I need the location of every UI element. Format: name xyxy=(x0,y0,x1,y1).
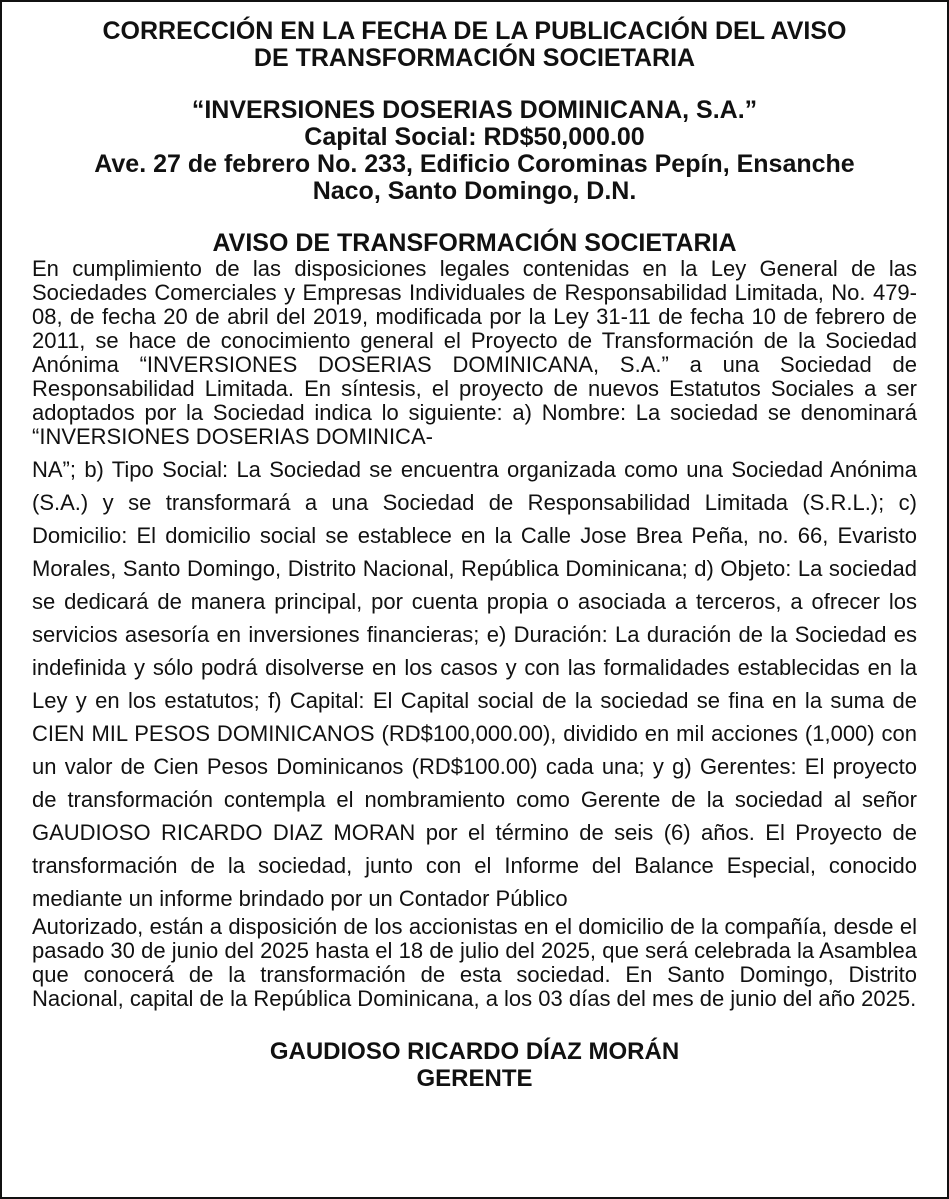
spacer xyxy=(32,205,917,230)
company-capital: Capital Social: RD$50,000.00 xyxy=(304,123,645,151)
notice-heading: AVISO DE TRANSFORMACIÓN SOCIETARIA xyxy=(212,229,737,257)
company-address-line-2: Naco, Santo Domingo, D.N. xyxy=(312,177,637,205)
correction-title-line-2: DE TRANSFORMACIÓN SOCIETARIA xyxy=(253,44,696,72)
spacer xyxy=(32,72,917,97)
company-address-line-1: Ave. 27 de febrero No. 233, Edificio Corominas Pepín, Ensanche xyxy=(94,150,855,178)
spacer xyxy=(32,1011,917,1038)
notice-paragraph-part-1: En cumplimiento de las disposiciones legales contenidas en la Ley General de las Sociedades Comerciales y Empresas Individuales de Responsabilidad Limitada, No. 479-08, de fecha 20 de abril del 2019, modificada por la Ley 31-11 de fecha 10 de febrero de 2011, se hace de conocimiento general el Proyecto de Transformación de la Sociedad Anónima “INVERSIONES DOSERIAS DOMINICANA, S.A.” a una Sociedad de Responsabilidad Limitada. En síntesis, el proyecto de nuevos Estatutos Sociales a ser adoptados por la Sociedad indica lo siguiente: a) Nombre: La sociedad se denominará “INVERSIONES DOSERIAS DOMINICA- xyxy=(32,256,917,449)
notice-paragraph-part-2: NA”; b) Tipo Social: La Sociedad se encuentra organizada como una Sociedad Anónima (S.A.) y se transformará a una Sociedad de Responsabilidad Limitada (S.R.L.); c) Domicilio: El domicilio social se establece en la Calle Jose Brea Peña, no. 66, Evaristo Morales, Santo Domingo, Distrito Nacional, República Dominicana; d) Objeto: La sociedad se dedicará de manera principal, por cuenta propia o asociada a terceros, a ofrecer los servicios asesoría en inversiones financieras; e) Duración: La duración de la Sociedad es indefinida y sólo podrá disolverse en los casos y con las formalidades establecidas en la Ley y en los estatutos; f) Capital: El Capital social de la sociedad se fina en la suma de CIEN MIL PESOS DOMINICANOS (RD$100,000.00), dividido en mil acciones (1,000) con un valor de Cien Pesos Dominicanos (RD$100.00) cada una; y g) Gerentes: El proyecto de transformación contempla el nombramiento como Gerente de la sociedad al señor GAUDIOSO RICARDO DIAZ MORAN por el término de seis (6) años. El Proyecto de transformación de la sociedad, junto con el Informe del Balance Especial, conocido mediante un informe brindado por un Contador Público xyxy=(32,457,917,911)
signature-name: GAUDIOSO RICARDO DÍAZ MORÁN xyxy=(269,1038,680,1065)
notice-paragraph-part-3: Autorizado, están a disposición de los accionistas en el domicilio de la compañía, desde el pasado 30 de junio del 2025 hasta el 18 de julio del 2025, que será celebrada la Asamblea que conocerá de la transformación de esta sociedad. En Santo Domingo, Distrito Nacional, capital de la República Dominicana, a los 03 días del mes de junio del año 2025. xyxy=(32,914,917,1011)
correction-title-line-1: CORRECCIÓN EN LA FECHA DE LA PUBLICACIÓN DEL AVISO xyxy=(102,17,847,45)
company-name: “INVERSIONES DOSERIAS DOMINICANA, S.A.” xyxy=(191,96,758,124)
signature-title: GERENTE xyxy=(416,1065,533,1092)
